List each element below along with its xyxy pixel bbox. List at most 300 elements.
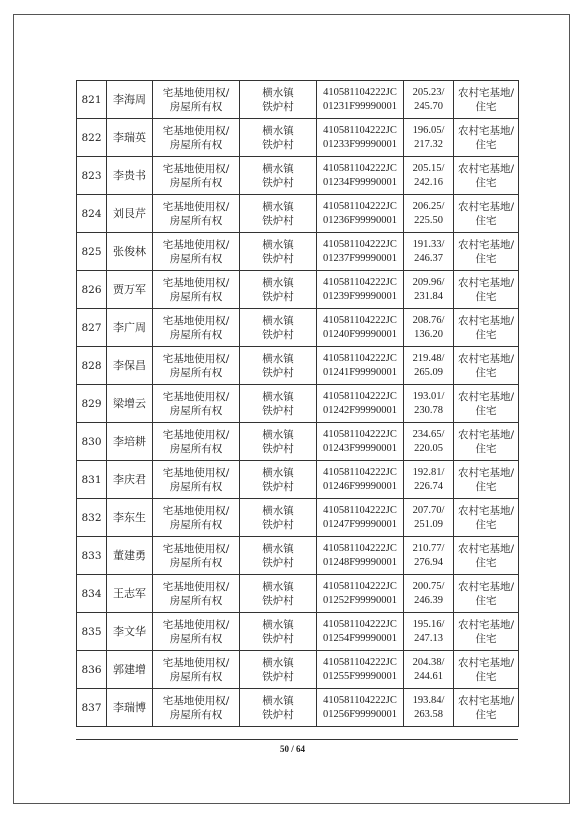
land-use-cell [454,461,519,499]
parcel-code-line: 01256F99990001 [322,708,398,720]
land-use-cell [454,651,519,689]
table-row [77,423,519,461]
location-line: 铁炉村 [262,100,294,113]
owner-name-cell: 李文华 [107,613,153,651]
right-type-line: 房屋所有权 [169,594,223,607]
area-value-line: 226.74 [414,480,443,492]
location-line: 横水镇 [262,390,294,403]
land-use-line: 住宅 [475,252,497,265]
parcel-code-line: 410581104222JC [323,390,397,402]
record-number-cell: 825 [77,233,107,271]
right-type-line: 宅基地使用权/ [162,314,230,327]
land-use-line: 农村宅基地/ [457,580,515,593]
location-line: 横水镇 [262,618,294,631]
area-value-line: 195.16/ [412,618,445,630]
table-row [77,233,519,271]
right-type-line: 宅基地使用权/ [162,200,230,213]
location-line: 铁炉村 [262,290,294,303]
parcel-code-cell [317,537,404,575]
right-type-line: 房屋所有权 [169,176,223,189]
land-use-line: 住宅 [475,290,497,303]
area-value-line: 219.48/ [412,352,445,364]
land-use-cell [454,233,519,271]
right-type-line: 宅基地使用权/ [162,466,230,479]
right-type-line: 房屋所有权 [169,442,223,455]
right-type-line: 房屋所有权 [169,328,223,341]
area-value-line: 193.01/ [412,390,445,402]
parcel-code-cell [317,689,404,727]
area-value-cell [404,157,454,195]
land-use-line: 农村宅基地/ [457,314,515,327]
area-value-line: 193.84/ [412,694,445,706]
owner-name-cell: 张俊林 [107,233,153,271]
location-line: 铁炉村 [262,404,294,417]
record-number-cell: 824 [77,195,107,233]
owner-name-cell: 李庆君 [107,461,153,499]
land-use-line: 住宅 [475,556,497,569]
land-use-line: 农村宅基地/ [457,352,515,365]
owner-name-cell: 王志军 [107,575,153,613]
location-cell [240,119,317,157]
location-cell [240,157,317,195]
table-row [77,651,519,689]
parcel-code-line: 410581104222JC [323,276,397,288]
land-use-cell [454,195,519,233]
land-use-line: 住宅 [475,328,497,341]
table-row [77,271,519,309]
location-cell [240,689,317,727]
location-line: 铁炉村 [262,708,294,721]
parcel-code-cell [317,347,404,385]
owner-name-cell: 李瑞博 [107,689,153,727]
right-type-cell [153,461,240,499]
parcel-code-line: 01231F99990001 [322,100,398,112]
area-value-line: 209.96/ [412,276,445,288]
owner-name-cell: 李海周 [107,81,153,119]
land-use-cell [454,271,519,309]
table-row [77,157,519,195]
parcel-code-line: 410581104222JC [323,694,397,706]
right-type-cell [153,651,240,689]
parcel-code-cell [317,157,404,195]
right-type-cell [153,195,240,233]
record-number-cell: 830 [77,423,107,461]
table-row [77,119,519,157]
area-value-cell [404,613,454,651]
area-value-cell [404,499,454,537]
parcel-code-line: 01243F99990001 [322,442,398,454]
location-line: 铁炉村 [262,328,294,341]
land-use-line: 住宅 [475,708,497,721]
area-value-line: 220.05 [414,442,443,454]
land-use-line: 农村宅基地/ [457,86,515,99]
parcel-code-line: 01247F99990001 [322,518,398,530]
table-row [77,575,519,613]
area-value-line: 192.81/ [412,466,445,478]
land-use-cell [454,309,519,347]
table-row [77,195,519,233]
area-value-line: 246.39 [414,594,443,606]
location-line: 铁炉村 [262,632,294,645]
record-number-cell: 837 [77,689,107,727]
location-cell [240,423,317,461]
right-type-cell [153,309,240,347]
right-type-line: 房屋所有权 [169,100,223,113]
location-cell [240,537,317,575]
location-line: 横水镇 [262,504,294,517]
area-value-line: 234.65/ [412,428,445,440]
area-value-line: 204.38/ [412,656,445,668]
area-value-cell [404,271,454,309]
area-value-line: 247.13 [414,632,443,644]
parcel-code-line: 01241F99990001 [322,366,398,378]
land-use-line: 农村宅基地/ [457,124,515,137]
land-use-line: 住宅 [475,670,497,683]
parcel-code-line: 410581104222JC [323,314,397,326]
land-use-line: 住宅 [475,480,497,493]
parcel-code-line: 01237F99990001 [322,252,398,264]
owner-name-cell: 梁增云 [107,385,153,423]
footer-divider [76,739,518,740]
area-value-line: 200.75/ [412,580,445,592]
parcel-code-line: 410581104222JC [323,618,397,630]
area-value-line: 205.15/ [412,162,445,174]
land-use-cell [454,423,519,461]
table-row [77,689,519,727]
parcel-code-line: 01248F99990001 [322,556,398,568]
location-line: 铁炉村 [262,556,294,569]
location-line: 铁炉村 [262,594,294,607]
land-use-line: 住宅 [475,214,497,227]
land-use-cell [454,537,519,575]
area-value-cell [404,575,454,613]
right-type-line: 宅基地使用权/ [162,390,230,403]
land-use-cell [454,347,519,385]
land-use-line: 农村宅基地/ [457,542,515,555]
right-type-line: 宅基地使用权/ [162,656,230,669]
area-value-line: 265.09 [414,366,443,378]
right-type-line: 房屋所有权 [169,214,223,227]
land-use-cell [454,81,519,119]
record-number-cell: 835 [77,613,107,651]
area-value-line: 136.20 [414,328,443,340]
land-use-line: 住宅 [475,176,497,189]
parcel-code-line: 410581104222JC [323,542,397,554]
right-type-line: 房屋所有权 [169,670,223,683]
parcel-code-cell [317,613,404,651]
parcel-code-cell [317,271,404,309]
right-type-line: 宅基地使用权/ [162,580,230,593]
owner-name-cell: 李东生 [107,499,153,537]
record-number-cell: 832 [77,499,107,537]
right-type-cell [153,157,240,195]
land-use-line: 住宅 [475,366,497,379]
location-cell [240,613,317,651]
record-number-cell: 833 [77,537,107,575]
location-line: 横水镇 [262,162,294,175]
parcel-code-line: 01246F99990001 [322,480,398,492]
parcel-code-line: 01242F99990001 [322,404,398,416]
parcel-code-line: 01236F99990001 [322,214,398,226]
location-cell [240,461,317,499]
location-line: 横水镇 [262,276,294,289]
right-type-line: 房屋所有权 [169,480,223,493]
location-line: 横水镇 [262,314,294,327]
right-type-line: 宅基地使用权/ [162,162,230,175]
land-use-line: 住宅 [475,518,497,531]
area-value-cell [404,537,454,575]
location-line: 横水镇 [262,124,294,137]
area-value-line: 251.09 [414,518,443,530]
location-line: 横水镇 [262,238,294,251]
right-type-line: 房屋所有权 [169,556,223,569]
parcel-code-line: 410581104222JC [323,352,397,364]
land-use-cell [454,119,519,157]
table-row [77,461,519,499]
table-row [77,385,519,423]
owner-name-cell: 董建勇 [107,537,153,575]
location-cell [240,233,317,271]
table-row [77,81,519,119]
land-use-line: 住宅 [475,100,497,113]
area-value-line: 263.58 [414,708,443,720]
land-use-cell [454,613,519,651]
location-line: 铁炉村 [262,176,294,189]
right-type-line: 房屋所有权 [169,252,223,265]
right-type-cell [153,271,240,309]
right-type-line: 宅基地使用权/ [162,238,230,251]
location-cell [240,309,317,347]
land-use-cell [454,157,519,195]
area-value-cell [404,309,454,347]
parcel-code-cell [317,81,404,119]
right-type-cell [153,347,240,385]
right-type-cell [153,575,240,613]
land-use-line: 住宅 [475,404,497,417]
table-row [77,499,519,537]
record-number-cell: 828 [77,347,107,385]
location-line: 横水镇 [262,656,294,669]
record-number-cell: 827 [77,309,107,347]
location-line: 横水镇 [262,352,294,365]
owner-name-cell: 李瑞英 [107,119,153,157]
area-value-line: 231.84 [414,290,443,302]
right-type-cell [153,81,240,119]
location-line: 铁炉村 [262,442,294,455]
land-use-line: 农村宅基地/ [457,162,515,175]
location-line: 铁炉村 [262,252,294,265]
land-use-line: 住宅 [475,442,497,455]
location-cell [240,81,317,119]
parcel-code-cell [317,461,404,499]
right-type-line: 宅基地使用权/ [162,504,230,517]
parcel-code-line: 410581104222JC [323,428,397,440]
parcel-code-line: 01234F99990001 [322,176,398,188]
parcel-code-line: 410581104222JC [323,580,397,592]
records-table [76,80,519,727]
parcel-code-cell [317,309,404,347]
land-use-line: 农村宅基地/ [457,428,515,441]
right-type-line: 房屋所有权 [169,632,223,645]
record-number-cell: 834 [77,575,107,613]
land-use-line: 住宅 [475,138,497,151]
record-number-cell: 829 [77,385,107,423]
parcel-code-line: 01252F99990001 [322,594,398,606]
location-line: 铁炉村 [262,518,294,531]
location-cell [240,271,317,309]
land-use-line: 农村宅基地/ [457,504,515,517]
parcel-code-line: 410581104222JC [323,124,397,136]
land-use-line: 农村宅基地/ [457,618,515,631]
area-value-cell [404,233,454,271]
parcel-code-line: 410581104222JC [323,86,397,98]
record-number-cell: 821 [77,81,107,119]
location-line: 铁炉村 [262,670,294,683]
parcel-code-line: 01233F99990001 [322,138,398,150]
table-row [77,537,519,575]
land-use-line: 农村宅基地/ [457,276,515,289]
area-value-line: 206.25/ [412,200,445,212]
location-line: 横水镇 [262,200,294,213]
right-type-line: 房屋所有权 [169,518,223,531]
area-value-line: 217.32 [414,138,443,150]
area-value-line: 276.94 [414,556,443,568]
parcel-code-cell [317,651,404,689]
right-type-cell [153,385,240,423]
record-number-cell: 823 [77,157,107,195]
right-type-line: 宅基地使用权/ [162,276,230,289]
area-value-line: 191.33/ [412,238,445,250]
parcel-code-line: 01239F99990001 [322,290,398,302]
land-use-line: 住宅 [475,594,497,607]
right-type-line: 宅基地使用权/ [162,694,230,707]
area-value-line: 246.37 [414,252,443,264]
right-type-cell [153,537,240,575]
right-type-line: 房屋所有权 [169,138,223,151]
owner-name-cell: 李保昌 [107,347,153,385]
parcel-code-line: 01240F99990001 [322,328,398,340]
parcel-code-cell [317,195,404,233]
right-type-line: 房屋所有权 [169,366,223,379]
right-type-cell [153,689,240,727]
record-number-cell: 822 [77,119,107,157]
records-body [77,81,519,727]
parcel-code-line: 410581104222JC [323,200,397,212]
area-value-line: 244.61 [414,670,443,682]
parcel-code-line: 410581104222JC [323,656,397,668]
right-type-line: 宅基地使用权/ [162,428,230,441]
area-value-line: 230.78 [414,404,443,416]
parcel-code-cell [317,119,404,157]
location-line: 横水镇 [262,542,294,555]
right-type-cell [153,119,240,157]
right-type-line: 宅基地使用权/ [162,618,230,631]
parcel-code-line: 410581104222JC [323,238,397,250]
location-line: 铁炉村 [262,480,294,493]
parcel-code-cell [317,233,404,271]
right-type-line: 房屋所有权 [169,404,223,417]
location-line: 横水镇 [262,466,294,479]
area-value-line: 205.23/ [412,86,445,98]
area-value-cell [404,385,454,423]
record-number-cell: 836 [77,651,107,689]
area-value-cell [404,195,454,233]
land-use-line: 农村宅基地/ [457,466,515,479]
parcel-code-line: 410581104222JC [323,466,397,478]
location-cell [240,347,317,385]
land-use-line: 农村宅基地/ [457,694,515,707]
land-use-line: 农村宅基地/ [457,656,515,669]
parcel-code-line: 410581104222JC [323,504,397,516]
parcel-code-line: 410581104222JC [323,162,397,174]
owner-name-cell: 李广周 [107,309,153,347]
page-number: 50 / 64 [279,744,305,754]
right-type-cell [153,233,240,271]
location-line: 横水镇 [262,428,294,441]
land-use-cell [454,689,519,727]
table-row [77,309,519,347]
land-use-line: 农村宅基地/ [457,238,515,251]
area-value-line: 210.77/ [412,542,445,554]
right-type-line: 房屋所有权 [169,708,223,721]
table-row [77,613,519,651]
parcel-code-cell [317,423,404,461]
owner-name-cell: 贾万军 [107,271,153,309]
land-use-cell [454,499,519,537]
area-value-cell [404,347,454,385]
location-line: 横水镇 [262,580,294,593]
area-value-line: 207.70/ [412,504,445,516]
location-cell [240,651,317,689]
location-line: 横水镇 [262,86,294,99]
area-value-line: 208.76/ [412,314,445,326]
area-value-cell [404,81,454,119]
land-use-line: 住宅 [475,632,497,645]
right-type-line: 宅基地使用权/ [162,86,230,99]
location-cell [240,385,317,423]
land-use-line: 农村宅基地/ [457,390,515,403]
area-value-cell [404,461,454,499]
area-value-cell [404,423,454,461]
owner-name-cell: 李培耕 [107,423,153,461]
parcel-code-cell [317,385,404,423]
right-type-line: 宅基地使用权/ [162,124,230,137]
parcel-code-cell [317,575,404,613]
location-cell [240,575,317,613]
right-type-line: 宅基地使用权/ [162,542,230,555]
parcel-code-line: 01255F99990001 [322,670,398,682]
location-line: 铁炉村 [262,366,294,379]
parcel-code-line: 01254F99990001 [322,632,398,644]
location-cell [240,195,317,233]
right-type-line: 房屋所有权 [169,290,223,303]
right-type-cell [153,613,240,651]
area-value-line: 242.16 [414,176,443,188]
area-value-cell [404,119,454,157]
area-value-cell [404,689,454,727]
area-value-line: 196.05/ [412,124,445,136]
table-row [77,347,519,385]
right-type-cell [153,499,240,537]
location-line: 横水镇 [262,694,294,707]
location-cell [240,499,317,537]
location-line: 铁炉村 [262,214,294,227]
area-value-cell [404,651,454,689]
land-use-line: 农村宅基地/ [457,200,515,213]
right-type-line: 宅基地使用权/ [162,352,230,365]
owner-name-cell: 李贵书 [107,157,153,195]
area-value-line: 225.50 [414,214,443,226]
